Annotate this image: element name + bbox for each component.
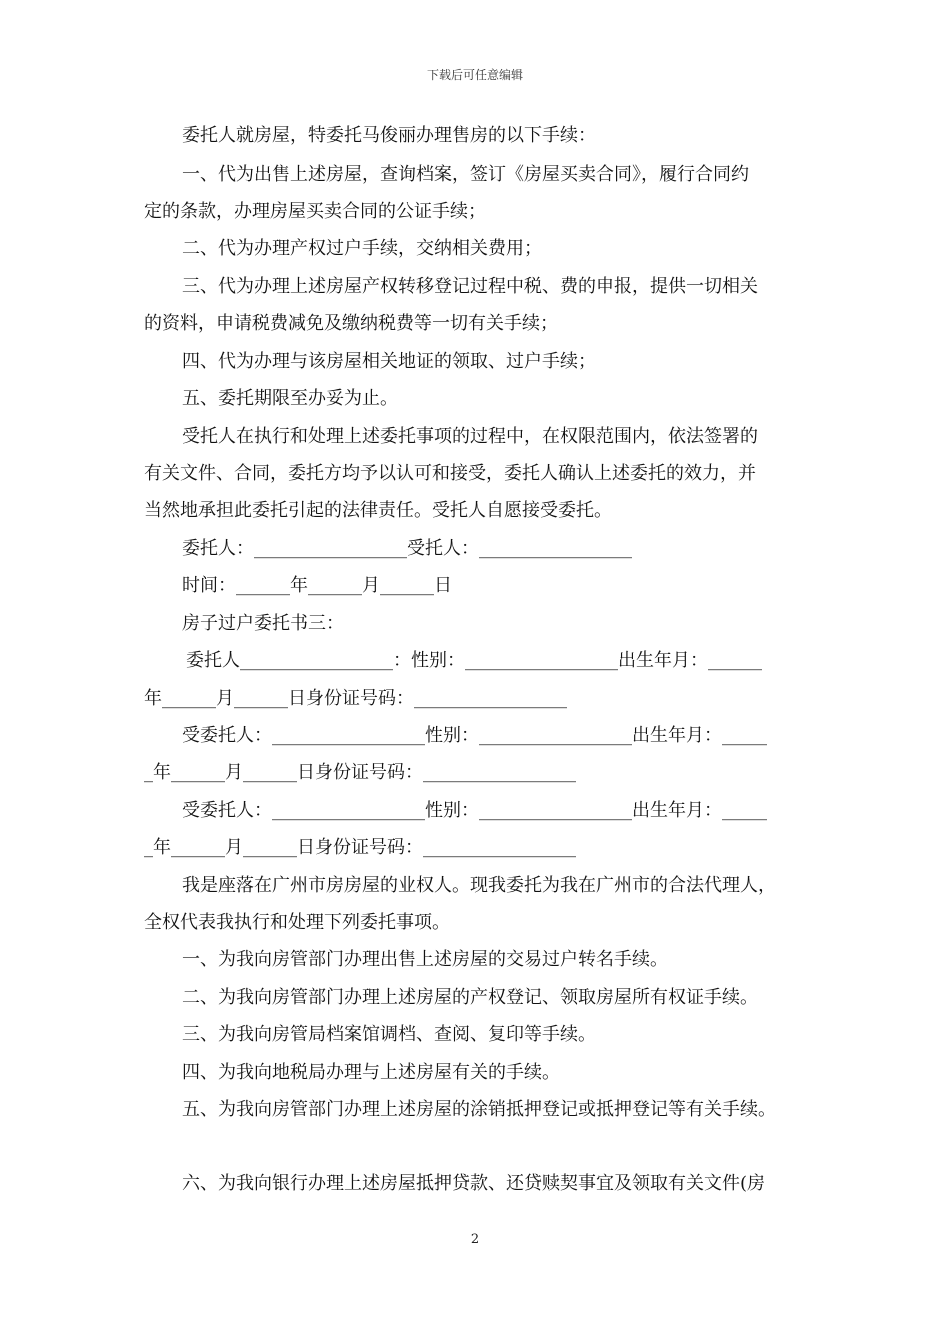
paragraph-line: 二、代为办理产权过户手续，交纳相关费用； <box>182 238 542 259</box>
form-line: 年______月______日身份证号码：_________________ <box>144 688 567 709</box>
paragraph-line: 一、为我向房管部门办理出售上述房屋的交易过户转名手续。 <box>182 949 668 970</box>
form-line: 委托人_________________：性别：_________________出生年月：______ <box>186 650 762 671</box>
page-header: 下载后可任意编辑 <box>426 68 523 82</box>
paragraph-line: 我是座落在广州市房房屋的业权人。现我委托为我在广州市的合法代理人， <box>182 875 776 896</box>
paragraph-line: 六、为我向银行办理上述房屋抵押贷款、还贷赎契事宜及领取有关文件(房 <box>182 1173 766 1194</box>
form-line: _年______月______日身份证号码：_________________ <box>144 837 576 858</box>
form-line: 受委托人：_________________性别：_________________出生年月：_____ <box>182 725 767 746</box>
paragraph-line: 五、为我向房管部门办理上述房屋的涂销抵押登记或抵押登记等有关手续。 <box>182 1099 776 1120</box>
paragraph-line: 四、为我向地税局办理与上述房屋有关的手续。 <box>182 1062 560 1083</box>
paragraph-line: 一、代为出售上述房屋，查询档案，签订《房屋买卖合同》，履行合同约 <box>182 164 749 185</box>
date-line: 时间：______年______月______日 <box>182 575 452 596</box>
page-number: 2 <box>470 1232 480 1247</box>
paragraph-line: 委托人就房屋，特委托马俊丽办理售房的以下手续： <box>182 125 596 146</box>
paragraph-line: 全权代表我执行和处理下列委托事项。 <box>144 912 450 933</box>
paragraph-line: 五、委托期限至办妥为止。 <box>182 388 398 409</box>
paragraph-line: 有关文件、合同，委托方均予以认可和接受，委托人确认上述委托的效力，并 <box>144 463 756 484</box>
signature-line: 委托人：_________________受托人：_________________ <box>182 538 632 559</box>
paragraph-line: 二、为我向房管部门办理上述房屋的产权登记、领取房屋所有权证手续。 <box>182 987 758 1008</box>
paragraph-line: 三、为我向房管局档案馆调档、查阅、复印等手续。 <box>182 1024 596 1045</box>
paragraph-line: 当然地承担此委托引起的法律责任。受托人自愿接受委托。 <box>144 500 612 521</box>
paragraph-line: 三、代为办理上述房屋产权转移登记过程中税、费的申报，提供一切相关 <box>182 276 758 297</box>
form-line: _年______月______日身份证号码：_________________ <box>144 762 576 783</box>
paragraph-line: 受托人在执行和处理上述委托事项的过程中，在权限范围内，依法签署的 <box>182 426 758 447</box>
section-heading: 房子过户委托书三： <box>182 613 344 634</box>
paragraph-line: 的资料，申请税费减免及缴纳税费等一切有关手续； <box>144 313 558 334</box>
paragraph-line: 定的条款，办理房屋买卖合同的公证手续； <box>144 201 486 222</box>
paragraph-line: 四、代为办理与该房屋相关地证的领取、过户手续； <box>182 351 596 372</box>
form-line: 受委托人：_________________性别：_________________出生年月：_____ <box>182 800 767 821</box>
